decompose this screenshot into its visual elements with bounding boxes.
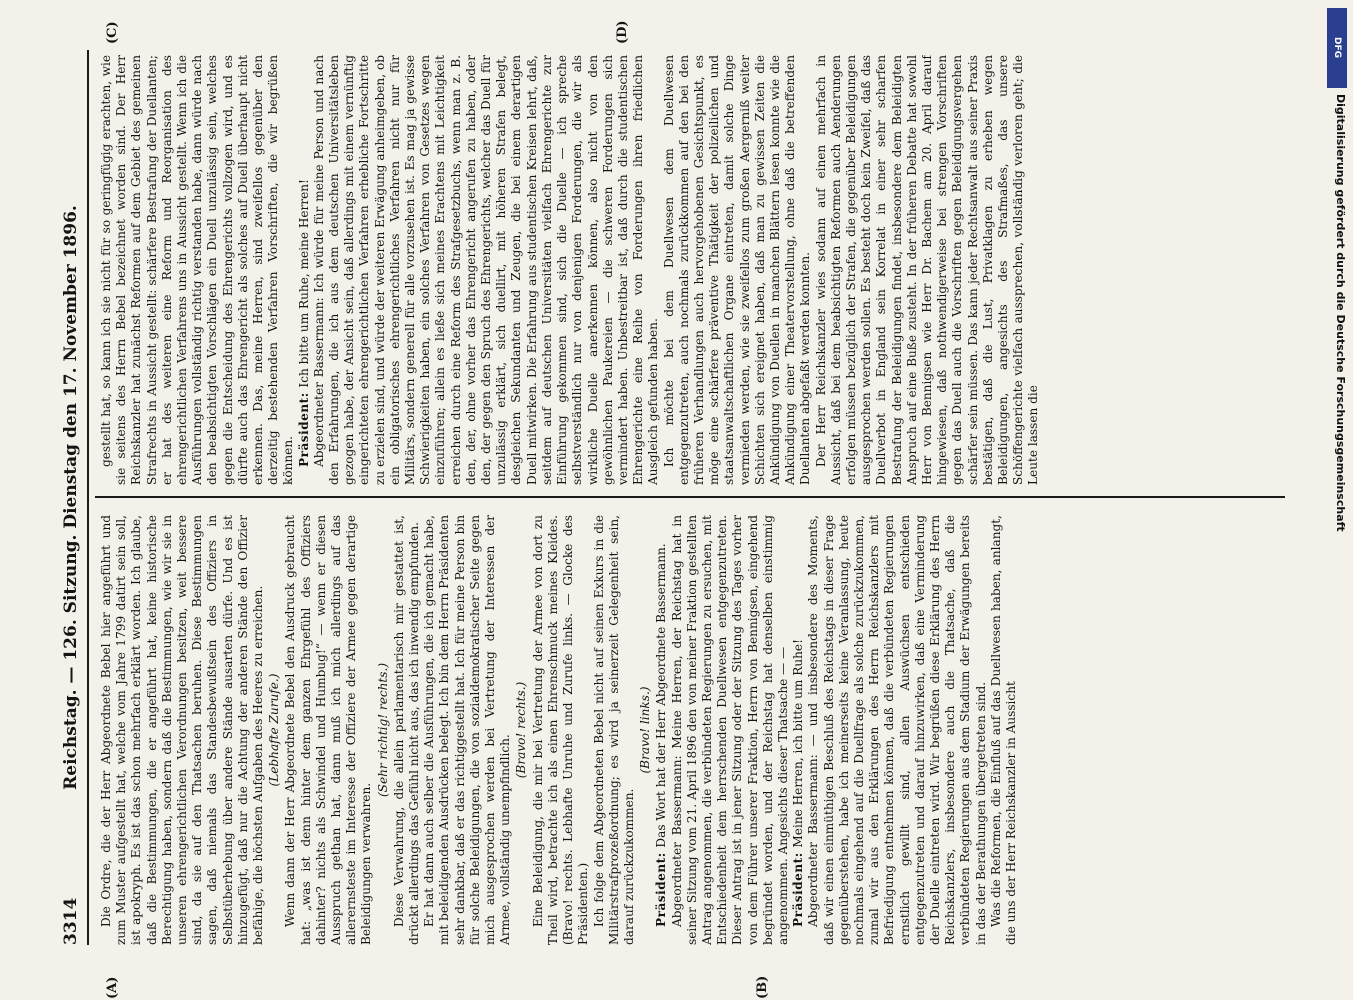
speaker-paragraph: Präsident: Ich bitte um Ruhe, meine Herren! — [296, 179, 311, 467]
paragraph: Was die Reformen, die Einfluß auf das Duellwesen haben, anlangt, die uns der Herr Reichskanzler in Aussicht — [988, 515, 1018, 945]
speaker-label: Präsident: — [654, 847, 669, 927]
page-number: 3314 — [61, 897, 81, 945]
dfg-logo: DFG — [1327, 8, 1347, 88]
paragraph: Er hat dann auch selber die Ausführungen, die ich gemacht habe, mit beleidigenden Ausdrücken belegt. Ich bin dem Herrn Präsidenten sehr dankbar, daß er das richtiggestellt hat. Ich für meine Person bin für solche Beleidigungen, die von sozialdemokratischer Seite gegen mich ausgesprochen werden bei Vertretung der Interessen der Armee, vollständig unempfindlich. — [422, 515, 513, 945]
paragraph: Die Ordre, die der Herr Abgeordnete Bebel hier angeführt und zum Muster aufgestellt hat, welche vom Jahre 1799 datirt sein soll, ist apokryph. Es ist das schon mehrfach erklärt worden. Ich glaube, daß die Bestimmungen, die er angeführt hat, keine historische Berechtigung haben, sondern daß die Bestimmungen, wie wir sie in unseren ehrengerichtlichen Verordnungen besitzen, weit bessere sind, da sie auf den Thatsachen beruhen. Diese Bestimmungen sagen, daß niemals das Standesbewußtsein des Offiziers in Selbstüberhebung über andere Stände ausarten dürfe. Und es ist hinzugefügt, daß nur die Achtung der anderen Stände den Offizier befähige, die höchsten Aufgaben des Heeres zu erreichen. — [99, 515, 266, 945]
speaker-paragraph: Abgeordneter Bassermann: Ich würde für meine Person und nach den Erfahrungen, die ich aus dem deutschen Universitätsleben gezogen habe, der Ansicht sein, daß allerdings mit einem vernünftig eingerichteten ehrengerichtlichen Verfahren erhebliche Fortschritte zu erzielen sind, und würde der weiteren Erwägung anheimgeben, ob ein obligatorisches ehrengerichtliches Verfahren nicht nur für Militärs, sondern generell für alle vorzusehen ist. Es mag ja gewisse Schwierigkeiten haben, ein solches Verfahren von Gesetzes wegen einzuführen; allein es ließe sich meines Erachtens mit Leichtigkeit erreichen durch eine Reform des Strafgesetzbuchs, wenn man z. B. den, der, ohne vorher das Ehrengericht angerufen zu haben, oder den, der gegen den Spruch des Ehrengerichts, welcher das Duell für unzulässig erklärt, sich duellirt, mit höheren Strafen belegt, desgleichen Sekundanten und Zeugen, die bei einem derartigen Duell mitwirken. Die Erfahrung aus studentischen Kreisen lehrt, daß, seitdem auf deutschen Universitäten vielfach Ehrengerichte zur Einführung gekommen sind, sich die Duelle — ich spreche selbstverständlich nur von denjenigen Forderungen, die wir als wirkliche Duelle anerkennen können, also nicht von den gewöhnlichen Paukereien — die schweren Forderungen sich vermindert haben. Unbestreitbar ist, daß durch die studentischen Ehrengerichte eine Reihe von Forderungen ihren friedlichen Ausgleich gefunden haben. — [311, 55, 661, 485]
left-column — [99, 515, 1279, 945]
page-header — [61, 50, 85, 945]
interjection: (Lebhafte Zurufe.) — [267, 673, 282, 787]
margin-marker-c: (C) — [105, 21, 120, 44]
dfg-notice — [1325, 4, 1351, 994]
speaker-paragraph: Abgeordneter Bassermann: Meine Herren, der Reichstag hat in seiner Sitzung vom 21. April 1896 den von meiner Fraktion gestellten Antrag angenommen, die verbündeten Regierungen zu ersuchen, mit Entschiedenheit dem herrschenden Duellwesen entgegenzutreten. Dieser Antrag ist in jener Sitzung oder der Sitzung des Tages vorher von dem Führer unserer Fraktion, Herrn von Bennigsen, eingehend begründet worden, und der Reichstag hat denselben einstimmig angenommen. Angesichts dieser Thatsache — — — [669, 515, 790, 945]
margin-marker-a: (A) — [105, 976, 120, 999]
interjection: (Bravo! rechts.) — [514, 681, 529, 779]
paragraph: Wenn dann der Herr Abgeordnete Bebel den Ausdruck gebraucht hat: „was ist denn hinter dem ganzen Ehrgefühl des Offiziers dahinter? nichts als Schwindel und Humbug!“ — wenn er diesen Ausspruch gethan hat, dann muß ich mich allerdings auf das allerernsteste im Interesse der Offiziere der Armee gegen derartige Beleidigungen verwahren. — [283, 515, 374, 945]
interjection: (Bravo! links.) — [638, 686, 653, 774]
interjection: (Sehr richtig! rechts.) — [375, 662, 390, 798]
right-column — [99, 55, 1279, 485]
paragraph: Ich folge dem Abgeordneten Bebel nicht auf seinen Exkurs in die Militärstrafprozeßordnung; es wird ja seinerzeit Gelegenheit sein, darauf zurückzukommen. — [591, 515, 636, 945]
speaker-label: Präsident: — [296, 387, 311, 467]
dfg-notice-text: Digitalisierung gefördert durch die Deutsche Forschungsgemeinschaft — [1334, 94, 1347, 532]
paragraph: Der Herr Reichskanzler wies sodann auf einen mehrfach in Aussicht, daß bei dem beabsichtigten Reformen auch Aenderungen erfolgen müssen bezüglich der Strafen, die gegenüber Beleidigungen ausgesprochen werden sollen. Es besteht doch kein Zweifel, daß das Duellverbot in England sein Korrelat in einer sehr scharfen Bestrafung der Beleidigungen findet, insbesondere dem Beleidigten Anspruch auf eine Buße zusteht. In der früheren Debatte hat sowohl Herr von Bennigsen wie Herr Dr. Bachem am 20. April darauf hingewiesen, daß nothwendigerweise bei strengen Vorschriften gegen das Duell auch die Vorschriften gegen Beleidigungsvergehen schärfer sein müssen. Das kann jeder Rechtsanwalt aus seiner Praxis bestätigen, daß die Lust, Privatklagen zu erheben wegen Beleidigungen, angesichts des Strafmaßes, das unsere Schöffengerichte vielfach aussprechen, vollständig verloren geht; die Leute lassen die — [813, 55, 1041, 485]
speaker-paragraph: Präsident: Das Wort hat der Herr Abgeordnete Bassermann. — [654, 543, 669, 927]
page-title: Reichstag. — 126. Sitzung. Dienstag den 17. November 1896. — [61, 205, 81, 790]
speaker-paragraph: Präsident: Meine Herren, ich bitte um Ruhe! — [791, 639, 806, 927]
paragraph: Eine Beleidigung, die mir bei Vertretung der Armee von dort zu Theil wird, betrachte ich als einen Ehrenschmuck meines Kleides. (Bravo! rechts. Lebhafte Unruhe und Zurufe links. — Glocke des Präsidenten.) — [530, 515, 591, 945]
column-separator — [95, 496, 1285, 498]
rotated-page — [55, 20, 1290, 999]
margin-marker-d: (D) — [615, 20, 630, 44]
paragraph: Diese Verwahrung, die allein parlamentarisch mir gestattet ist, drückt allerdings das Gefühl nicht aus, das ich inwendig empfunden. — [391, 515, 422, 945]
speaker-label: Präsident: — [791, 847, 806, 927]
header-rule — [87, 50, 89, 945]
speaker-paragraph: Abgeordneter Bassermann: — und insbesondere des Moments, daß wir einen einmüthigen Beschluß des Reichstags in dieser Frage gegenüberstehen, habe ich meinerseits keine Veranlassung, heute nochmals eingehend auf die Duellfrage als solche zurückzukommen, zumal wir aus den Erklärungen des Herrn Reichskanzlers mit Befriedigung entnehmen können, daß die verbündeten Regierungen ernstlich gewillt sind, allen Auswüchsen entschieden entgegenzutreten und darauf hinzuwirken, daß eine Verminderung der Duelle eintreten wird. Wir begrüßen diese Erklärung des Herrn Reichskanzlers, insbesondere auch die Thatsache, daß die verbündeten Regierungen aus dem Stadium der Erwägungen bereits in das der Berathungen übergetreten sind. — [806, 515, 988, 945]
margin-marker-b: (B) — [755, 975, 770, 999]
paragraph: gestellt hat, so kann ich sie nicht für so geringfügig erachten, wie sie seitens des Herrn Bebel bezeichnet worden sind. Der Herr Reichskanzler hat zunächst Reformen auf dem Gebiet des gemeinen Strafrechts in Aussicht gestellt: schärfere Bestrafung der Duellanten; er hat des weiteren eine Reform und Reorganisation des ehrengerichtlichen Verfahrens uns in Aussicht gestellt. Wenn ich die Ausführungen vollständig richtig verstanden habe, dann würde nach den beabsichtigten Vorschlägen ein Duell unzulässig sein, welches gegen die Entscheidung des Ehrengerichts vollzogen wird, und es dürfte auch das Ehrengericht als solches auf Duell überhaupt nicht erkennen. Das, meine Herren, sind zweifellos gegenüber den derzeitig bestehenden Verfahren Vorschriften, die wir begrüßen können. — [99, 55, 296, 485]
paragraph: Ich möchte bei dem Duellwesen dem Duellwesen entgegenzutreten, auch nochmals zurückkommen auf den bei den früheren Verhandlungen auch hervorgehobenen Gesichtspunkt, es möge eine schärfere präventive Thätigkeit der polizeilichen und staatsanwaltschaftlichen Organe eintreten, damit solche Dinge vermieden werden, wie sie zweifellos zum großen Aergerniß weiter Schichten sich ereignet haben, daß man zu gewissen Zeiten die Ankündigung von Duellen in manchen Blättern lesen konnte wie die Ankündigung einer Theatervorstellung, ohne daß die betreffenden Duellanten abgefaßt werden konnten. — [661, 55, 813, 485]
